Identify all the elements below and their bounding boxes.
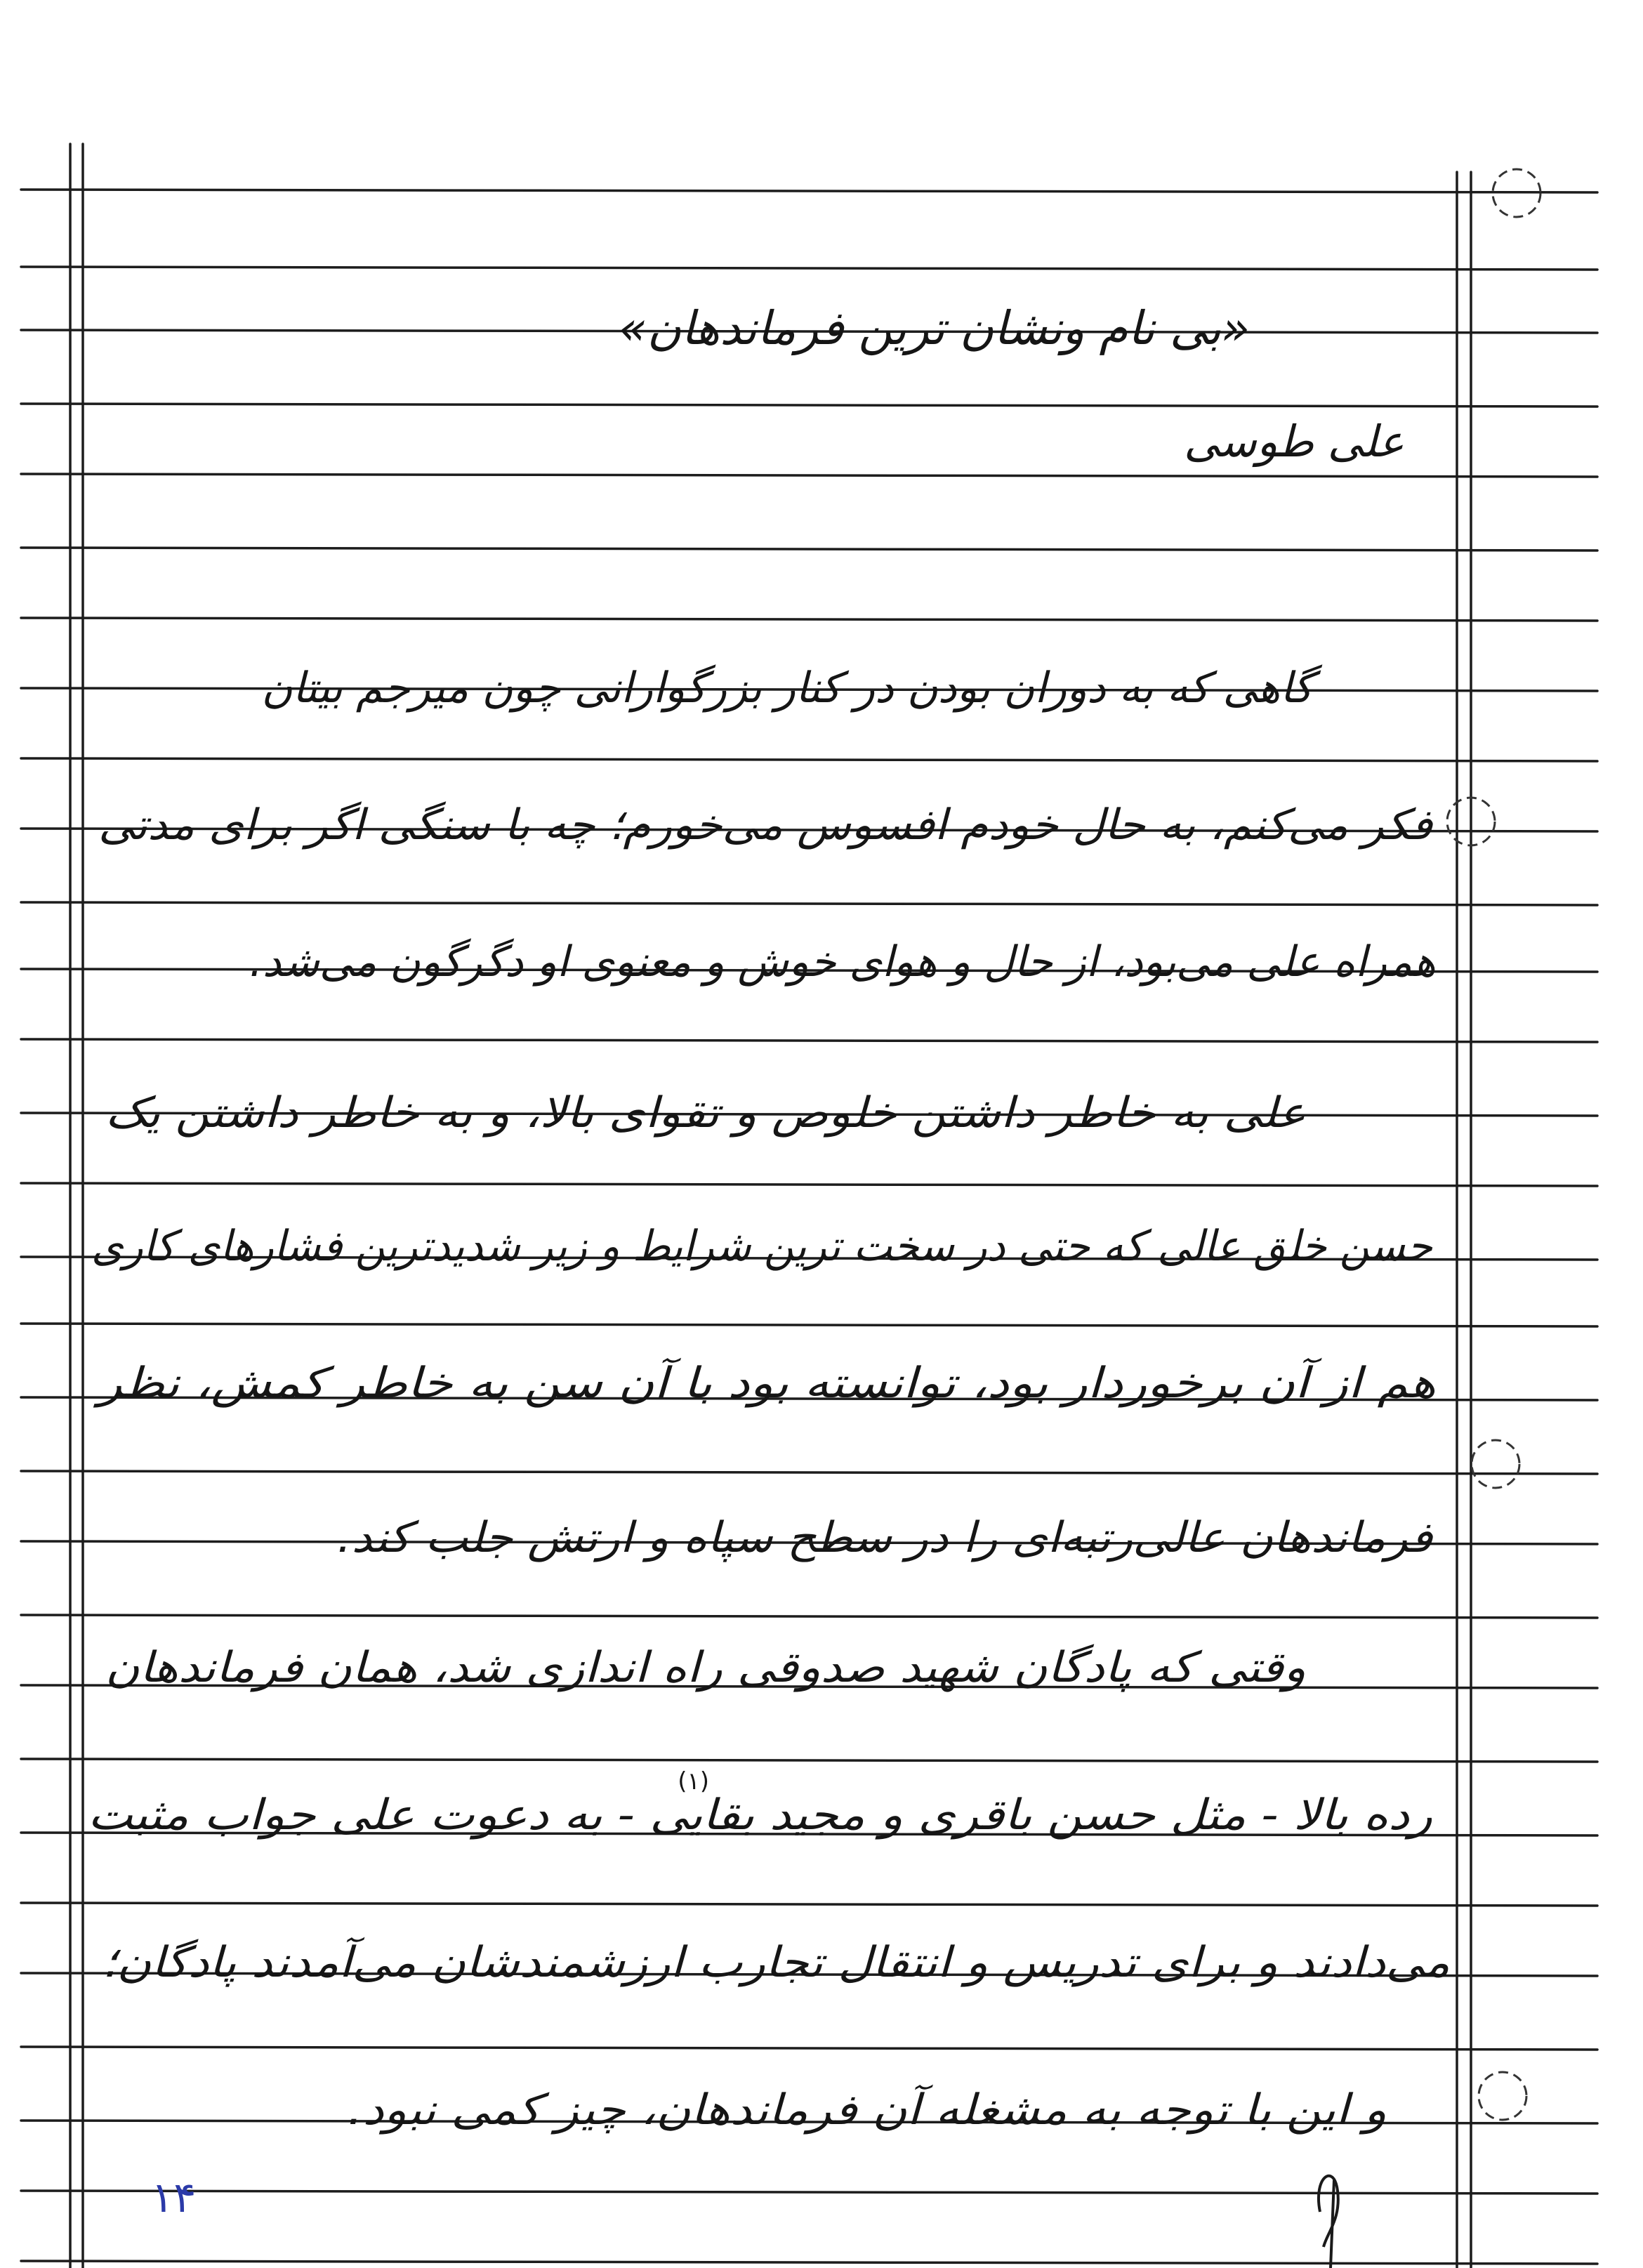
text-line-9: رده بالا - مثل حسن باقری و مجید بقایی - به دعوت علی جواب مثبت — [88, 1791, 1433, 1840]
ruled-line — [21, 758, 1597, 761]
ruled-line — [21, 2261, 1597, 2264]
ruled-line — [21, 1324, 1597, 1326]
ruled-line — [21, 190, 1597, 192]
ruled-line — [21, 1903, 1597, 1906]
document-title: «بی نام ونشان ترین فرماندهان» — [618, 301, 1250, 355]
text-line-4: علی به خاطر داشتن خلوص و تقوای بالا، و به خاطر داشتن یک — [105, 1088, 1306, 1138]
ruled-line — [21, 618, 1597, 621]
ruled-line — [21, 474, 1597, 477]
punch-holes — [1447, 169, 1540, 2120]
ruled-line — [21, 902, 1597, 905]
page-number: ۱۴ — [151, 2173, 197, 2222]
ruled-line — [21, 548, 1597, 550]
punch-hole — [1479, 2072, 1526, 2120]
ruled-line — [21, 404, 1597, 407]
text-line-2: فکر می‌کنم، به حال خودم افسوس می‌خورم؛ چه با سنگی اگر برای مدتی — [98, 800, 1434, 850]
ruled-line — [21, 2191, 1597, 2194]
ruled-line — [21, 1615, 1597, 1618]
text-line-8: وقتی که پادگان شهید صدوقی راه اندازی شد، همان فرماندهان — [105, 1643, 1306, 1692]
text-line-11: و این با توجه به مشغله آن فرماندهان، چیز کمی نبود. — [348, 2085, 1270, 2135]
text-line-3: همراه علی می‌بود، از حال و هوای خوش و معنوی او دگرگون می‌شد. — [249, 937, 1436, 987]
punch-hole — [1472, 1440, 1519, 1488]
footnote-marker: (۱) — [678, 1767, 709, 1795]
ruled-line — [21, 2047, 1597, 2050]
ruled-line — [21, 1039, 1597, 1042]
handwritten-text — [88, 301, 1450, 2135]
text-line-5: حسن خلق عالی که حتی در سخت ترین شرایط و زیر شدیدترین فشارهای کاری — [91, 1222, 1433, 1271]
text-line-6: هم از آن برخوردار بود، توانسته بود با آن سن به خاطر کمش، نظر — [98, 1359, 1246, 1408]
text-line-10: می‌دادند و برای تدریس و انتقال تجارب ارزشمندشان می‌آمدند پادگان؛ — [102, 1938, 1310, 1987]
author-name: علی طوسی — [1184, 416, 1404, 467]
text-line-1: گاهی که به دوران بودن در کنار بزرگوارانی چون میرجم بیتان — [261, 664, 1313, 713]
ruled-line — [21, 1471, 1597, 1474]
ruled-line — [21, 1183, 1597, 1186]
ruled-line — [21, 267, 1597, 270]
signature-mark — [1319, 2176, 1338, 2268]
text-line-7: فرماندهان عالی‌رتبه‌ای را در سطح سپاه و ارتش جلب کند. — [337, 1513, 1434, 1562]
ruled-line — [21, 1759, 1597, 1762]
